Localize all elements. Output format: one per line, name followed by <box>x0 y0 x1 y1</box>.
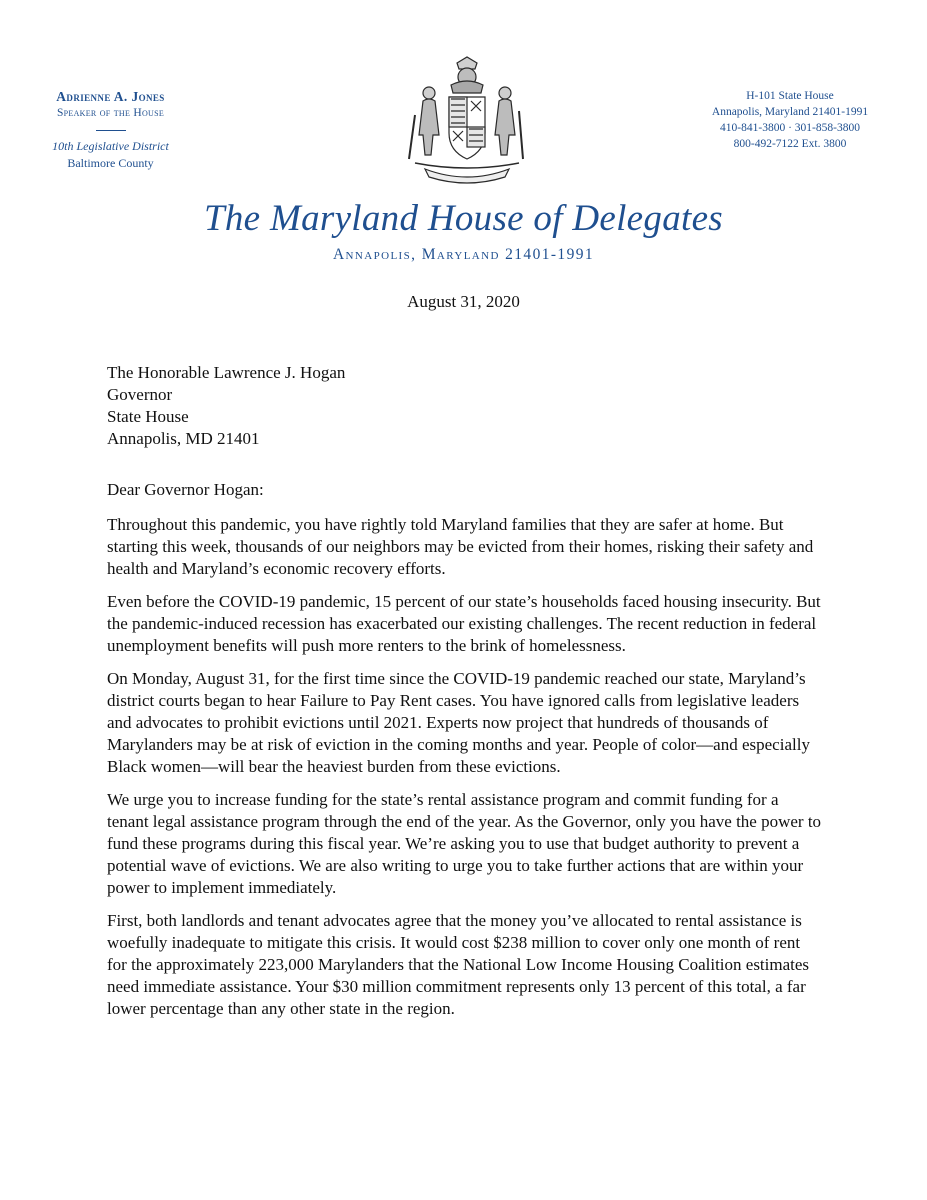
org-name: The Maryland House of Delegates <box>204 198 723 239</box>
recipient-line: Annapolis, MD 21401 <box>107 429 260 448</box>
letter-body <box>107 514 823 1031</box>
recipient-address <box>107 362 345 450</box>
speaker-block <box>28 88 193 172</box>
body-paragraph: Throughout this pandemic, you have rightly told Maryland families that they are safer at home. But starting this week, thousands of our neighbors may be evicted from their homes, risking their safety and health and Maryland’s economic recovery efforts. <box>107 515 814 578</box>
recipient-line: State House <box>107 407 189 426</box>
office-tollfree: 800-492-7122 Ext. 3800 <box>733 138 847 150</box>
office-line: Annapolis, Maryland 21401-1991 <box>711 106 869 118</box>
speaker-title: Speaker of the House <box>56 107 165 119</box>
body-paragraph: On Monday, August 31, for the first time since the COVID-19 pandemic reached our state, Maryland’s district courts began to hear Failure to Pay Rent cases. You have ignored calls from legislative leaders and advocates to prohibit evictions until 2021. Experts now project that hundreds of thousands of Marylanders may be at risk of eviction in the coming months and year. People of color—and especially Black women—will bear the heaviest burden from these evictions. <box>107 669 810 776</box>
masthead <box>0 197 927 264</box>
office-line: H-101 State House <box>746 90 834 102</box>
district: 10th Legislative District <box>52 139 169 153</box>
salutation: Dear Governor Hogan: <box>107 480 264 499</box>
office-phone: 410-841-3800 · 301-858-3800 <box>720 122 860 134</box>
body-paragraph: First, both landlords and tenant advocates agree that the money you’ve allocated to rental assistance is woefully inadequate to mitigate this crisis. It would cost $238 million to cover only one month of rent for the approximately 223,000 Marylanders that the National Low Income Housing Coalition estimates need immediate assistance. Your $30 million commitment represents only 13 percent of this total, a far lower percentage than any other state in the region. <box>107 911 810 1018</box>
body-paragraph: Even before the COVID-19 pandemic, 15 percent of our state’s households faced housing insecurity. But the pandemic-induced recession has exacerbated our existing challenges. The recent reduction in federal unemployment benefits will push more renters to the brink of homelessness. <box>107 592 821 655</box>
speaker-name: Adrienne A. Jones <box>56 89 165 104</box>
recipient-line: Governor <box>107 385 173 404</box>
letter-date: August 31, 2020 <box>407 292 520 311</box>
office-address-block <box>700 88 880 152</box>
divider <box>96 130 126 131</box>
county: Baltimore County <box>67 156 154 170</box>
recipient-line: The Honorable Lawrence J. Hogan <box>107 363 346 382</box>
org-address: Annapolis, Maryland 21401-1991 <box>332 246 595 263</box>
body-paragraph: We urge you to increase funding for the state’s rental assistance program and commit funding for a tenant legal assistance program through the end of the year. As the Governor, only you have the power to fund these programs during this fiscal year. We’re asking you to use that budget authority to prevent a potential wave of evictions. We are also writing to urge you to take further actions that are within your power to implement immediately. <box>107 790 822 897</box>
maryland-state-seal-icon <box>405 55 530 187</box>
